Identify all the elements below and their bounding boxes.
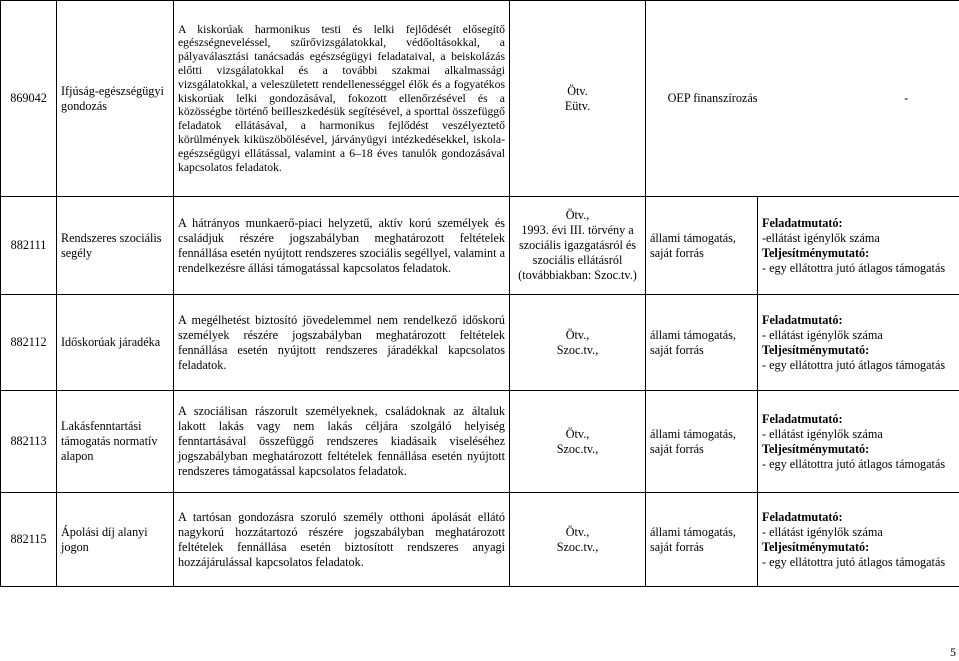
row-legal-basis [510, 391, 646, 493]
row-description: A kiskorúak harmonikus testi és lelki fejlődését elősegítő egészségneveléssel, szűrővizsgálatokkal, védőoltásokkal, a pályaválasztási tanácsadás egészségügyi feladataival, a beiskolázás előtti vizsgálatokkal és a további szakmai alkalmassági vizsgálatokkal, a veleszületett rendellenességgel élők és a fogyatékos kiskorúak lelki gondozásával, fokozott ellenőrzésével és a közösségbe történő beilleszkedésük segítésével, a sporttal összefüggő feladatok ellátásával, a harmonikus fejlődést veszélyeztető körülmények kiküszöbölésével, járványügyi intézkedésekkel, iskola-egészségügyi ellátással, valamint a 6–18 éves tanulók gondozásával kapcsolatos feladatok. [174, 1, 510, 197]
task-indicator-text: - ellátást igénylők száma [762, 426, 883, 441]
legal-line: Ötv., [565, 208, 590, 222]
legal-line: Szoc.tv., [556, 441, 599, 456]
legal-line: Ötv., [565, 327, 590, 342]
row-description: A szociálisan rászorult személyeknek, családoknak az általuk lakott lakás vagy nem lakás céljára szolgáló helyiség fenntartásával összefüggő rendszeres kiadásaik viseléséhez jogszabályban meghatározott feltételek fennállása esetén nyújtott rendszeres támogatással kapcsolatos feladatok. [174, 391, 510, 493]
row-name: Lakásfenntartási támogatás normatív alapon [57, 391, 174, 493]
table-row [1, 197, 959, 295]
legal-line: Szoc.tv., [556, 539, 599, 554]
row-code: 882111 [1, 197, 57, 295]
row-description: A tartósan gondozásra szoruló személy otthoni ápolását ellátó nagykorú hozzátartozó részére jogszabályban meghatározott feltételek fennállása esetén biztosított rendszeres anyagi hozzájárulással kapcsolatos feladatok. [174, 493, 510, 587]
performance-indicator-heading: Teljesítménymutató: [762, 245, 870, 260]
page-number: 5 [950, 645, 956, 659]
row-name: Ápolási díj alanyi jogon [57, 493, 174, 587]
table-row [1, 391, 959, 493]
row-funding: állami támogatás, saját forrás [646, 197, 758, 295]
performance-indicator-text: - egy ellátottra jutó átlagos támogatás [762, 554, 946, 569]
table-row [1, 295, 959, 391]
row-description: A hátrányos munkaerő-piaci helyzetű, aktív korú személyek és családjuk részére jogszabályban meghatározott feltételek fennállása esetén nyújtott rendszeres szociális segéllyel, valamint a rendelkezésre állási támogatással kapcsolatos feladatok. [174, 197, 510, 295]
row-description: A megélhetést biztosító jövedelemmel nem rendelkező időskorú személyek részére jogszabályban meghatározott feltételek fennállása esetén nyújtott rendszeres járadékkal kapcsolatos feladatok. [174, 295, 510, 391]
row-indicators [758, 295, 959, 391]
row-funding: állami támogatás, saját forrás [646, 295, 758, 391]
legal-line: Ötv., [565, 524, 590, 539]
row-funding: OEP finanszírozás [646, 1, 758, 197]
performance-indicator-text: - egy ellátottra jutó átlagos támogatás [762, 456, 946, 471]
legal-line: Ötv. [567, 83, 588, 98]
task-indicator-heading: Feladatmutató: [762, 509, 843, 524]
row-legal-basis [510, 197, 646, 295]
row-code: 882113 [1, 391, 57, 493]
legal-line: Szoc.tv., [556, 342, 599, 357]
row-name: Időskorúak járadéka [57, 295, 174, 391]
row-name: Rendszeres szociális segély [57, 197, 174, 295]
row-funding: állami támogatás, saját forrás [646, 391, 758, 493]
performance-indicator-text: - egy ellátottra jutó átlagos támogatás [762, 260, 946, 275]
table-row [1, 1, 959, 197]
performance-indicator-heading: Teljesítménymutató: [762, 441, 870, 456]
performance-indicator-heading: Teljesítménymutató: [762, 342, 870, 357]
task-indicator-heading: Feladatmutató: [762, 312, 843, 327]
row-code: 869042 [1, 1, 57, 197]
task-indicator-text: - ellátást igénylők száma [762, 524, 883, 539]
task-indicator-heading: Feladatmutató: [762, 411, 843, 426]
row-indicators [758, 493, 959, 587]
row-indicators [758, 391, 959, 493]
row-task-dash: - [758, 1, 959, 197]
performance-indicator-text: - egy ellátottra jutó átlagos támogatás [762, 357, 946, 372]
performance-indicator-heading: Teljesítménymutató: [762, 539, 870, 554]
row-code: 882112 [1, 295, 57, 391]
row-code: 882115 [1, 493, 57, 587]
row-name: Ifjúság-egészségügyi gondozás [57, 1, 174, 197]
row-funding: állami támogatás, saját forrás [646, 493, 758, 587]
task-indicator-heading: Feladatmutató: [762, 215, 843, 230]
row-legal-basis [510, 493, 646, 587]
row-legal-basis [510, 295, 646, 391]
task-indicator-text: - ellátást igénylők száma [762, 327, 883, 342]
table-row [1, 493, 959, 587]
row-indicators [758, 197, 959, 295]
legal-line: Eütv. [564, 98, 591, 113]
row-legal-basis [510, 1, 646, 197]
legal-line: 1993. évi III. törvény a szociális igazgatásról és szociális ellátásról (továbbiakban: Szoc.tv.) [518, 223, 637, 282]
legal-line: Ötv., [565, 426, 590, 441]
task-indicator-text: -ellátást igénylők száma [762, 230, 880, 245]
